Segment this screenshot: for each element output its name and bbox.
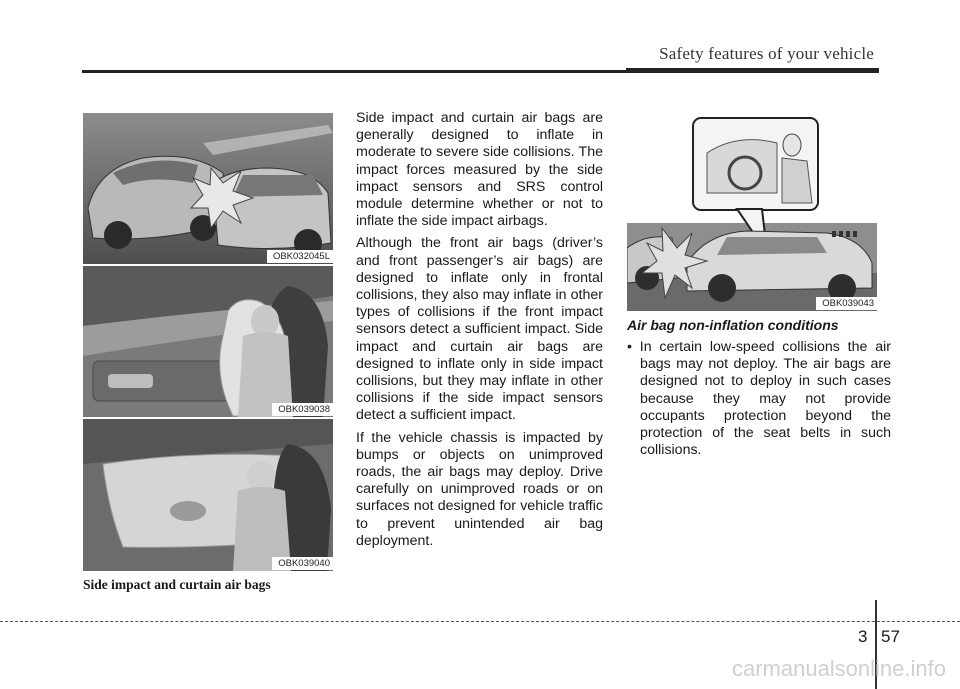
figure-curtain-airbag [83,419,333,571]
figure-caption: Side impact and curtain air bags [83,577,271,592]
chapter-number: 3 [858,627,868,646]
body-text-column [356,110,603,555]
figure-code-label: OBK039043 [816,297,877,310]
running-header: Safety features of your vehicle [659,44,874,63]
body-paragraph: Side impact and curtain air bags are generally designed to inflate in moderate to severe side collisions. The impact forces measured by the side impact sensors and SRS control module determine whether or not to inflate the side impact airbags. [356,110,603,230]
figure-side-airbag-interior [83,266,333,417]
figure-low-speed-collision [627,113,877,311]
footer-dashed-rule [0,621,960,622]
figure-code-label: OBK039040 [272,557,333,570]
bullet-item: • In certain low-speed collisions the air bags may not deploy. The air bags are designed not to deploy in such cases because they may not provide occupants protection beyond the protection of the seat belts in such collisions. [627,339,891,459]
page-number: 57 [881,627,900,646]
section-heading: Air bag non-inflation conditions [627,317,839,333]
figure-code-label: OBK039038 [272,403,333,416]
body-paragraph: Although the front air bags (driver’s and front passenger’s air bags) are designed to inflate only in frontal collisions, they also may inflate in other types of collisions if the front impact sensors detect a sufficient impact. Side impact and curtain air bags are designed to inflate only in side impact collisions, but they may inflate in other collisions if the side impact sensors detect a sufficient impact. [356,235,603,424]
body-paragraph: If the vehicle chassis is impacted by bumps or objects on unimproved roads, the air bags may deploy. Drive carefully on unimproved roads or on surfaces not designed for vehicle traffic to prevent unintended air bag deployment. [356,429,603,549]
header-bar [626,68,879,73]
watermark: carmanualsonline.info [731,656,946,681]
figure-code-label: OBK032045L [267,250,333,263]
figure-side-collision [83,113,333,264]
